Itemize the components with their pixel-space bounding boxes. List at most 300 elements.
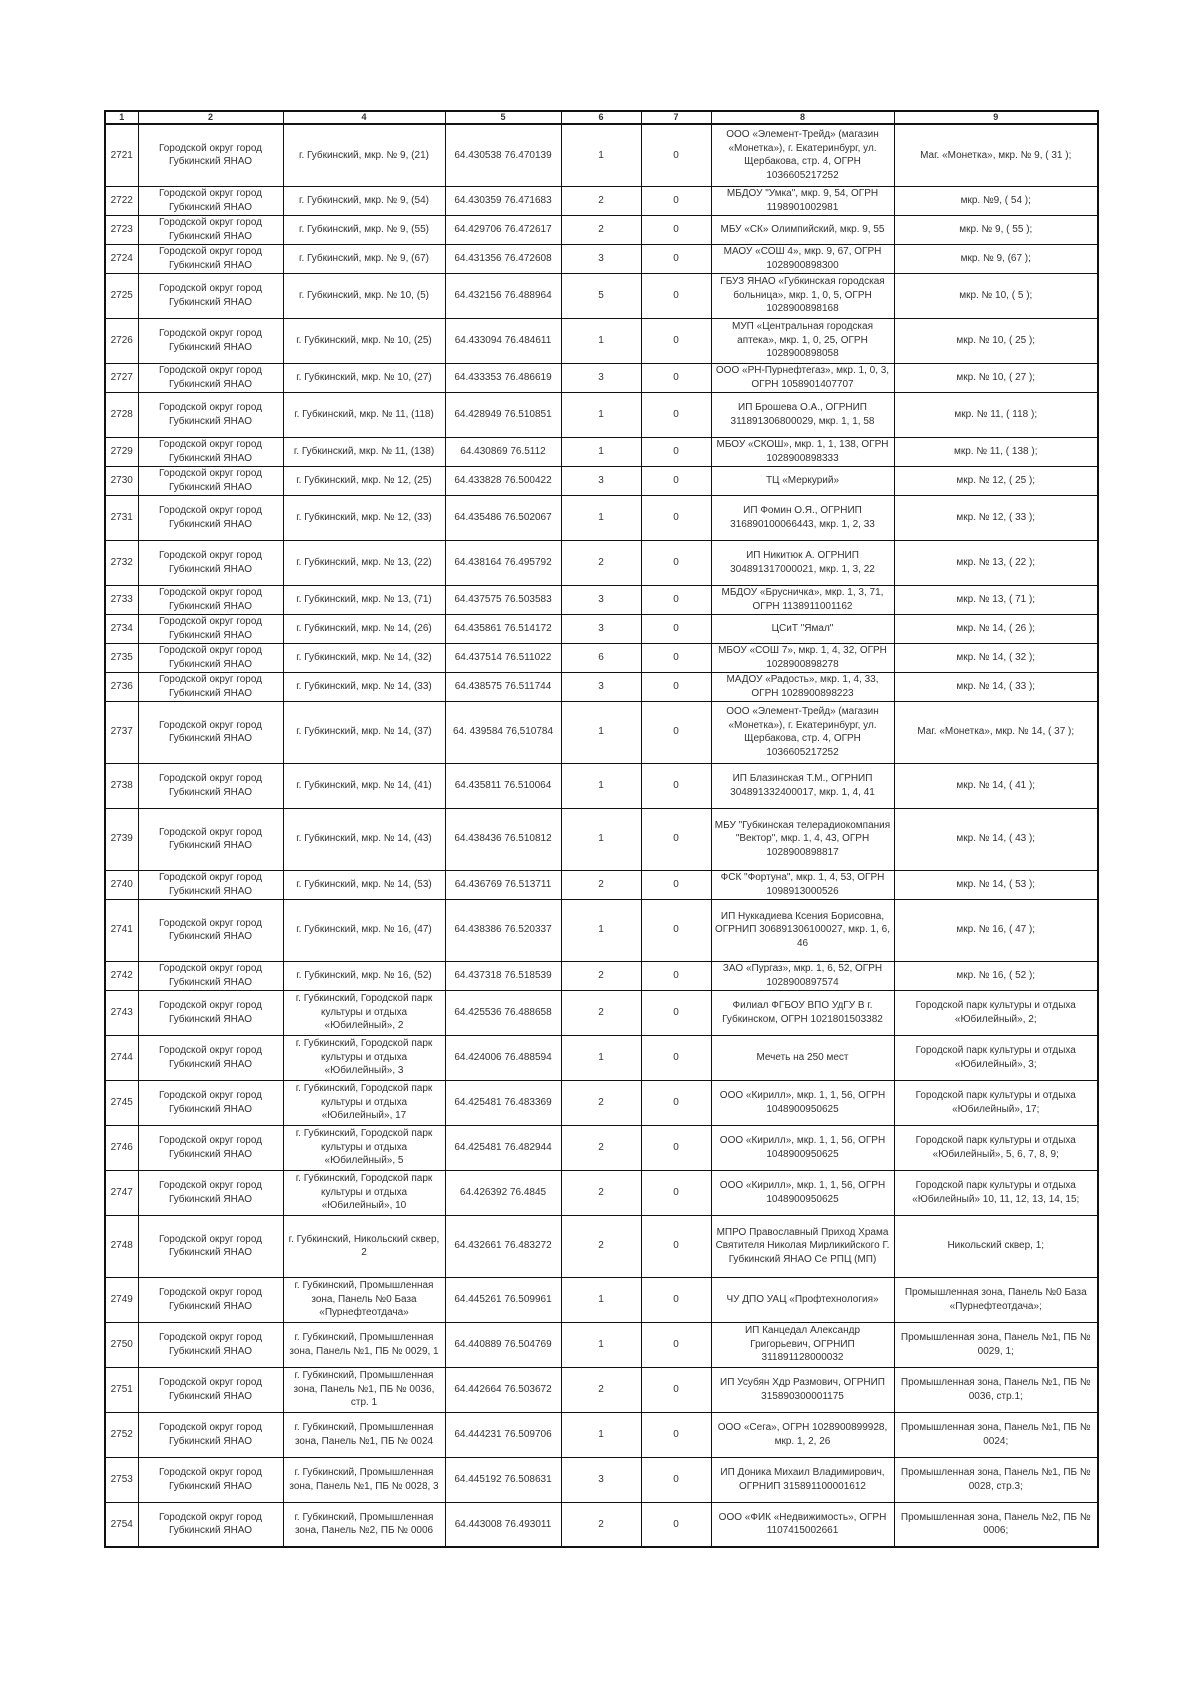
coordinates-cell: 64.431356 76.472608 — [445, 244, 561, 273]
row-number-cell: 2753 — [105, 1457, 138, 1502]
coordinates-cell: 64.436769 76.513711 — [445, 870, 561, 899]
address-cell: г. Губкинский, мкр. № 14, (33) — [283, 672, 445, 701]
table-row — [105, 124, 1098, 186]
coordinates-cell: 64.430538 76.470139 — [445, 124, 561, 186]
row-number-cell: 2739 — [105, 808, 138, 870]
count-6-cell: 2 — [561, 215, 641, 244]
count-6-cell: 1 — [561, 1412, 641, 1457]
count-6-cell: 2 — [561, 540, 641, 585]
municipality-cell: Городской округ город Губкинский ЯНАО — [138, 363, 283, 392]
location-cell: Городской парк культуры и отдыха «Юбилейный», 2; — [894, 990, 1098, 1035]
coordinates-cell: 64.433828 76.500422 — [445, 466, 561, 495]
location-cell: Никольский сквер, 1; — [894, 1215, 1098, 1277]
row-number-cell: 2725 — [105, 273, 138, 318]
organization-cell: МБОУ «СОШ 7», мкр. 1, 4, 32, ОГРН 1028900898278 — [711, 643, 894, 672]
row-number-cell: 2746 — [105, 1125, 138, 1170]
table-row — [105, 701, 1098, 763]
location-cell: мкр. №9, ( 54 ); — [894, 186, 1098, 215]
location-cell: Городской парк культуры и отдыха «Юбилейный», 17; — [894, 1080, 1098, 1125]
municipality-cell: Городской округ город Губкинский ЯНАО — [138, 495, 283, 540]
coordinates-cell: 64.430869 76.5112 — [445, 437, 561, 466]
count-6-cell: 1 — [561, 763, 641, 808]
count-6-cell: 2 — [561, 961, 641, 990]
address-cell: г. Губкинский, мкр. № 9, (55) — [283, 215, 445, 244]
count-6-cell: 2 — [561, 1367, 641, 1412]
organization-cell: ИП Блазинская Т.М., ОГРНИП 304891332400017, мкр. 1, 4, 41 — [711, 763, 894, 808]
count-6-cell: 1 — [561, 1322, 641, 1367]
municipality-cell: Городской округ город Губкинский ЯНАО — [138, 1080, 283, 1125]
coordinates-cell: 64.429706 76.472617 — [445, 215, 561, 244]
row-number-cell: 2728 — [105, 392, 138, 437]
organization-cell: МАДОУ «Радость», мкр. 1, 4, 33, ОГРН 1028900898223 — [711, 672, 894, 701]
row-number-cell: 2742 — [105, 961, 138, 990]
coordinates-cell: 64.425481 76.483369 — [445, 1080, 561, 1125]
organization-cell: ООО «Кирилл», мкр. 1, 1, 56, ОГРН 1048900950625 — [711, 1170, 894, 1215]
address-cell: г. Губкинский, Городской парк культуры и отдыха «Юбилейный», 3 — [283, 1035, 445, 1080]
location-cell: мкр. № 10, ( 5 ); — [894, 273, 1098, 318]
col-header-6: 6 — [561, 111, 641, 124]
count-7-cell: 0 — [641, 899, 711, 961]
municipality-cell: Городской округ город Губкинский ЯНАО — [138, 701, 283, 763]
count-6-cell: 3 — [561, 363, 641, 392]
municipality-cell: Городской округ город Губкинский ЯНАО — [138, 643, 283, 672]
table-row — [105, 614, 1098, 643]
coordinates-cell: 64.426392 76.4845 — [445, 1170, 561, 1215]
municipality-cell: Городской округ город Губкинский ЯНАО — [138, 1035, 283, 1080]
count-7-cell: 0 — [641, 363, 711, 392]
row-number-cell: 2747 — [105, 1170, 138, 1215]
municipality-cell: Городской округ город Губкинский ЯНАО — [138, 392, 283, 437]
document-page — [104, 110, 1097, 1548]
row-number-cell: 2752 — [105, 1412, 138, 1457]
count-7-cell: 0 — [641, 643, 711, 672]
table-row — [105, 990, 1098, 1035]
address-cell: г. Губкинский, мкр. № 12, (25) — [283, 466, 445, 495]
count-6-cell: 1 — [561, 495, 641, 540]
coordinates-cell: 64. 439584 76,510784 — [445, 701, 561, 763]
count-6-cell: 1 — [561, 808, 641, 870]
count-6-cell: 2 — [561, 870, 641, 899]
organization-cell: ГБУЗ ЯНАО «Губкинская городская больница», мкр. 1, 0, 5, ОГРН 1028900898168 — [711, 273, 894, 318]
organization-cell: ООО «РН-Пурнефтегаз», мкр. 1, 0, 3, ОГРН 1058901407707 — [711, 363, 894, 392]
row-number-cell: 2727 — [105, 363, 138, 392]
col-header-4: 4 — [283, 111, 445, 124]
table-row — [105, 186, 1098, 215]
count-7-cell: 0 — [641, 763, 711, 808]
count-7-cell: 0 — [641, 701, 711, 763]
count-7-cell: 0 — [641, 1080, 711, 1125]
row-number-cell: 2754 — [105, 1502, 138, 1547]
location-cell: Промышленная зона, Панель №1, ПБ № 0024; — [894, 1412, 1098, 1457]
row-number-cell: 2729 — [105, 437, 138, 466]
municipality-cell: Городской округ город Губкинский ЯНАО — [138, 1412, 283, 1457]
header-row — [105, 111, 1098, 124]
address-cell: г. Губкинский, мкр. № 14, (53) — [283, 870, 445, 899]
municipality-cell: Городской округ город Губкинский ЯНАО — [138, 540, 283, 585]
row-number-cell: 2738 — [105, 763, 138, 808]
coordinates-cell: 64.430359 76.471683 — [445, 186, 561, 215]
count-6-cell: 1 — [561, 701, 641, 763]
address-cell: г. Губкинский, Промышленная зона, Панель №0 База «Пурнефтеотдача» — [283, 1277, 445, 1322]
municipality-cell: Городской округ город Губкинский ЯНАО — [138, 124, 283, 186]
location-cell: Маг. «Монетка», мкр. № 14, ( 37 ); — [894, 701, 1098, 763]
coordinates-cell: 64.438575 76.511744 — [445, 672, 561, 701]
location-cell: мкр. № 11, ( 138 ); — [894, 437, 1098, 466]
location-cell: мкр. № 12, ( 25 ); — [894, 466, 1098, 495]
count-6-cell: 3 — [561, 614, 641, 643]
count-7-cell: 0 — [641, 961, 711, 990]
row-number-cell: 2748 — [105, 1215, 138, 1277]
location-cell: мкр. № 14, ( 41 ); — [894, 763, 1098, 808]
count-6-cell: 1 — [561, 1035, 641, 1080]
location-cell: Городской парк культуры и отдыха «Юбилейный» 10, 11, 12, 13, 14, 15; — [894, 1170, 1098, 1215]
count-7-cell: 0 — [641, 1277, 711, 1322]
municipality-cell: Городской округ город Губкинский ЯНАО — [138, 1457, 283, 1502]
address-cell: г. Губкинский, Городской парк культуры и отдыха «Юбилейный», 10 — [283, 1170, 445, 1215]
coordinates-cell: 64.445261 76.509961 — [445, 1277, 561, 1322]
coordinates-cell: 64.440889 76.504769 — [445, 1322, 561, 1367]
municipality-cell: Городской округ город Губкинский ЯНАО — [138, 870, 283, 899]
address-cell: г. Губкинский, мкр. № 9, (21) — [283, 124, 445, 186]
count-6-cell: 3 — [561, 244, 641, 273]
coordinates-cell: 64.425536 76.488658 — [445, 990, 561, 1035]
coordinates-cell: 64.438386 76.520337 — [445, 899, 561, 961]
count-7-cell: 0 — [641, 1322, 711, 1367]
coordinates-cell: 64.428949 76.510851 — [445, 392, 561, 437]
organization-cell: ООО «Кирилл», мкр. 1, 1, 56, ОГРН 1048900950625 — [711, 1125, 894, 1170]
data-table — [104, 110, 1099, 1548]
organization-cell: ООО «Элемент-Трейд» (магазин «Монетка»), г. Екатеринбург, ул. Щербакова, стр. 4, ОГРН 1036605217252 — [711, 701, 894, 763]
organization-cell: ООО «Элемент-Трейд» (магазин «Монетка»), г. Екатеринбург, ул. Щербакова, стр. 4, ОГРН 1036605217252 — [711, 124, 894, 186]
count-7-cell: 0 — [641, 1502, 711, 1547]
address-cell: г. Губкинский, Промышленная зона, Панель №1, ПБ № 0024 — [283, 1412, 445, 1457]
organization-cell: ИП Доника Михаил Владимирович, ОГРНИП 315891100001612 — [711, 1457, 894, 1502]
table-row — [105, 1080, 1098, 1125]
location-cell: мкр. № 14, ( 43 ); — [894, 808, 1098, 870]
table-row — [105, 1412, 1098, 1457]
address-cell: г. Губкинский, мкр. № 10, (27) — [283, 363, 445, 392]
organization-cell: ООО «ФИК «Недвижимость», ОГРН 1107415002661 — [711, 1502, 894, 1547]
row-number-cell: 2751 — [105, 1367, 138, 1412]
row-number-cell: 2734 — [105, 614, 138, 643]
col-header-7: 7 — [641, 111, 711, 124]
address-cell: г. Губкинский, мкр. № 14, (41) — [283, 763, 445, 808]
count-7-cell: 0 — [641, 1457, 711, 1502]
municipality-cell: Городской округ город Губкинский ЯНАО — [138, 808, 283, 870]
municipality-cell: Городской округ город Губкинский ЯНАО — [138, 763, 283, 808]
row-number-cell: 2721 — [105, 124, 138, 186]
table-row — [105, 466, 1098, 495]
organization-cell: ЧУ ДПО УАЦ «Профтехнология» — [711, 1277, 894, 1322]
location-cell: Промышленная зона, Панель №1, ПБ № 0028, стр.3; — [894, 1457, 1098, 1502]
table-row — [105, 1367, 1098, 1412]
count-7-cell: 0 — [641, 990, 711, 1035]
address-cell: г. Губкинский, Промышленная зона, Панель №1, ПБ № 0029, 1 — [283, 1322, 445, 1367]
location-cell: мкр. № 9, (67 ); — [894, 244, 1098, 273]
location-cell: мкр. № 16, ( 47 ); — [894, 899, 1098, 961]
count-7-cell: 0 — [641, 672, 711, 701]
municipality-cell: Городской округ город Губкинский ЯНАО — [138, 672, 283, 701]
address-cell: г. Губкинский, мкр. № 16, (52) — [283, 961, 445, 990]
count-7-cell: 0 — [641, 186, 711, 215]
organization-cell: МБОУ «СКОШ», мкр. 1, 1, 138, ОГРН 1028900898333 — [711, 437, 894, 466]
municipality-cell: Городской округ город Губкинский ЯНАО — [138, 1502, 283, 1547]
count-7-cell: 0 — [641, 215, 711, 244]
table-row — [105, 540, 1098, 585]
organization-cell: Филиал ФГБОУ ВПО УдГУ В г. Губкинском, ОГРН 1021801503382 — [711, 990, 894, 1035]
address-cell: г. Губкинский, мкр. № 14, (43) — [283, 808, 445, 870]
organization-cell: МБУ «СК» Олимпийский, мкр. 9, 55 — [711, 215, 894, 244]
row-number-cell: 2735 — [105, 643, 138, 672]
organization-cell: МБДОУ "Умка", мкр. 9, 54, ОГРН 1198901002981 — [711, 186, 894, 215]
municipality-cell: Городской округ город Губкинский ЯНАО — [138, 244, 283, 273]
organization-cell: ИП Канцедал Александр Григорьевич, ОГРНИП 311891128000032 — [711, 1322, 894, 1367]
address-cell: г. Губкинский, мкр. № 10, (5) — [283, 273, 445, 318]
location-cell: Промышленная зона, Панель №0 База «Пурнефтеотдача»; — [894, 1277, 1098, 1322]
organization-cell: ИП Усубян Хдр Размович, ОГРНИП 315890300001175 — [711, 1367, 894, 1412]
count-6-cell: 2 — [561, 990, 641, 1035]
coordinates-cell: 64.433353 76.486619 — [445, 363, 561, 392]
count-6-cell: 3 — [561, 672, 641, 701]
organization-cell: МБУ "Губкинская телерадиокомпания "Вектор", мкр. 1, 4, 43, ОГРН 1028900898817 — [711, 808, 894, 870]
table-row — [105, 392, 1098, 437]
address-cell: г. Губкинский, Промышленная зона, Панель №1, ПБ № 0028, 3 — [283, 1457, 445, 1502]
organization-cell: ТЦ «Меркурий» — [711, 466, 894, 495]
municipality-cell: Городской округ город Губкинский ЯНАО — [138, 273, 283, 318]
count-7-cell: 0 — [641, 466, 711, 495]
count-6-cell: 3 — [561, 585, 641, 614]
table-row — [105, 585, 1098, 614]
coordinates-cell: 64.443008 76.493011 — [445, 1502, 561, 1547]
row-number-cell: 2737 — [105, 701, 138, 763]
coordinates-cell: 64.432156 76.488964 — [445, 273, 561, 318]
coordinates-cell: 64.425481 76.482944 — [445, 1125, 561, 1170]
address-cell: г. Губкинский, мкр. № 9, (54) — [283, 186, 445, 215]
count-7-cell: 0 — [641, 1412, 711, 1457]
location-cell: мкр. № 11, ( 118 ); — [894, 392, 1098, 437]
table-row — [105, 244, 1098, 273]
count-7-cell: 0 — [641, 614, 711, 643]
count-6-cell: 1 — [561, 318, 641, 363]
location-cell: Промышленная зона, Панель №1, ПБ № 0036, стр.1; — [894, 1367, 1098, 1412]
municipality-cell: Городской округ город Губкинский ЯНАО — [138, 1367, 283, 1412]
col-header-5: 5 — [445, 111, 561, 124]
table-row — [105, 1322, 1098, 1367]
coordinates-cell: 64.435861 76.514172 — [445, 614, 561, 643]
row-number-cell: 2741 — [105, 899, 138, 961]
municipality-cell: Городской округ город Губкинский ЯНАО — [138, 186, 283, 215]
row-number-cell: 2740 — [105, 870, 138, 899]
municipality-cell: Городской округ город Губкинский ЯНАО — [138, 585, 283, 614]
count-6-cell: 2 — [561, 1125, 641, 1170]
municipality-cell: Городской округ город Губкинский ЯНАО — [138, 215, 283, 244]
table-row — [105, 1170, 1098, 1215]
count-6-cell: 2 — [561, 186, 641, 215]
location-cell: мкр. № 13, ( 22 ); — [894, 540, 1098, 585]
coordinates-cell: 64.432661 76.483272 — [445, 1215, 561, 1277]
table-row — [105, 318, 1098, 363]
organization-cell: МБДОУ «Брусничка», мкр. 1, 3, 71, ОГРН 1138911001162 — [711, 585, 894, 614]
table-row — [105, 437, 1098, 466]
table-row — [105, 1035, 1098, 1080]
location-cell: мкр. № 10, ( 27 ); — [894, 363, 1098, 392]
table-row — [105, 899, 1098, 961]
count-6-cell: 1 — [561, 437, 641, 466]
row-number-cell: 2726 — [105, 318, 138, 363]
count-7-cell: 0 — [641, 318, 711, 363]
organization-cell: ИП Брошева О.А., ОГРНИП 311891306800029, мкр. 1, 1, 58 — [711, 392, 894, 437]
organization-cell: Мечеть на 250 мест — [711, 1035, 894, 1080]
table-row — [105, 808, 1098, 870]
coordinates-cell: 64.442664 76.503672 — [445, 1367, 561, 1412]
address-cell: г. Губкинский, мкр. № 14, (32) — [283, 643, 445, 672]
municipality-cell: Городской округ город Губкинский ЯНАО — [138, 990, 283, 1035]
municipality-cell: Городской округ город Губкинский ЯНАО — [138, 1125, 283, 1170]
count-6-cell: 2 — [561, 1502, 641, 1547]
count-7-cell: 0 — [641, 437, 711, 466]
table-row — [105, 643, 1098, 672]
municipality-cell: Городской округ город Губкинский ЯНАО — [138, 961, 283, 990]
location-cell: мкр. № 16, ( 52 ); — [894, 961, 1098, 990]
count-7-cell: 0 — [641, 1035, 711, 1080]
location-cell: Городской парк культуры и отдыха «Юбилейный», 5, 6, 7, 8, 9; — [894, 1125, 1098, 1170]
organization-cell: ИП Фомин О.Я., ОГРНИП 316890100066443, мкр. 1, 2, 33 — [711, 495, 894, 540]
count-7-cell: 0 — [641, 244, 711, 273]
row-number-cell: 2744 — [105, 1035, 138, 1080]
count-6-cell: 3 — [561, 1457, 641, 1502]
address-cell: г. Губкинский, Городской парк культуры и отдыха «Юбилейный», 17 — [283, 1080, 445, 1125]
table-body — [105, 124, 1098, 1547]
row-number-cell: 2733 — [105, 585, 138, 614]
coordinates-cell: 64.437318 76.518539 — [445, 961, 561, 990]
address-cell: г. Губкинский, мкр. № 10, (25) — [283, 318, 445, 363]
location-cell: Промышленная зона, Панель №2, ПБ № 0006; — [894, 1502, 1098, 1547]
count-7-cell: 0 — [641, 1125, 711, 1170]
table-row — [105, 215, 1098, 244]
table-row — [105, 1125, 1098, 1170]
coordinates-cell: 64.437575 76.503583 — [445, 585, 561, 614]
municipality-cell: Городской округ город Губкинский ЯНАО — [138, 318, 283, 363]
municipality-cell: Городской округ город Губкинский ЯНАО — [138, 1170, 283, 1215]
organization-cell: ИП Никитюк А. ОГРНИП 304891317000021, мкр. 1, 3, 22 — [711, 540, 894, 585]
location-cell: мкр. № 10, ( 25 ); — [894, 318, 1098, 363]
address-cell: г. Губкинский, Городской парк культуры и отдыха «Юбилейный», 2 — [283, 990, 445, 1035]
count-7-cell: 0 — [641, 870, 711, 899]
table-row — [105, 363, 1098, 392]
address-cell: г. Губкинский, Никольский сквер, 2 — [283, 1215, 445, 1277]
address-cell: г. Губкинский, мкр. № 14, (26) — [283, 614, 445, 643]
count-7-cell: 0 — [641, 1170, 711, 1215]
count-7-cell: 0 — [641, 1215, 711, 1277]
row-number-cell: 2731 — [105, 495, 138, 540]
coordinates-cell: 64.444231 76.509706 — [445, 1412, 561, 1457]
table-row — [105, 1457, 1098, 1502]
col-header-8: 8 — [711, 111, 894, 124]
organization-cell: ФСК "Фортуна", мкр. 1, 4, 53, ОГРН 1098913000526 — [711, 870, 894, 899]
row-number-cell: 2749 — [105, 1277, 138, 1322]
address-cell: г. Губкинский, мкр. № 16, (47) — [283, 899, 445, 961]
count-6-cell: 1 — [561, 1277, 641, 1322]
row-number-cell: 2723 — [105, 215, 138, 244]
organization-cell: МАОУ «СОШ 4», мкр. 9, 67, ОГРН 1028900898300 — [711, 244, 894, 273]
count-7-cell: 0 — [641, 540, 711, 585]
coordinates-cell: 64.437514 76.511022 — [445, 643, 561, 672]
coordinates-cell: 64.424006 76.488594 — [445, 1035, 561, 1080]
address-cell: г. Губкинский, Городской парк культуры и отдыха «Юбилейный», 5 — [283, 1125, 445, 1170]
count-6-cell: 2 — [561, 1215, 641, 1277]
count-6-cell: 1 — [561, 124, 641, 186]
row-number-cell: 2732 — [105, 540, 138, 585]
row-number-cell: 2722 — [105, 186, 138, 215]
count-7-cell: 0 — [641, 808, 711, 870]
coordinates-cell: 64.435486 76.502067 — [445, 495, 561, 540]
count-6-cell: 2 — [561, 1170, 641, 1215]
row-number-cell: 2750 — [105, 1322, 138, 1367]
address-cell: г. Губкинский, мкр. № 9, (67) — [283, 244, 445, 273]
count-7-cell: 0 — [641, 273, 711, 318]
coordinates-cell: 64.445192 76.508631 — [445, 1457, 561, 1502]
table-row — [105, 870, 1098, 899]
location-cell: мкр. № 9, ( 55 ); — [894, 215, 1098, 244]
address-cell: г. Губкинский, мкр. № 13, (22) — [283, 540, 445, 585]
count-6-cell: 6 — [561, 643, 641, 672]
address-cell: г. Губкинский, Промышленная зона, Панель №2, ПБ № 0006 — [283, 1502, 445, 1547]
organization-cell: ООО «Сега», ОГРН 1028900899928, мкр. 1, 2, 26 — [711, 1412, 894, 1457]
organization-cell: МУП «Центральная городская аптека», мкр. 1, 0, 25, ОГРН 1028900898058 — [711, 318, 894, 363]
table-row — [105, 961, 1098, 990]
location-cell: мкр. № 14, ( 33 ); — [894, 672, 1098, 701]
address-cell: г. Губкинский, мкр. № 14, (37) — [283, 701, 445, 763]
organization-cell: ЗАО «Пургаз», мкр. 1, 6, 52, ОГРН 1028900897574 — [711, 961, 894, 990]
location-cell: мкр. № 14, ( 53 ); — [894, 870, 1098, 899]
row-number-cell: 2724 — [105, 244, 138, 273]
count-7-cell: 0 — [641, 1367, 711, 1412]
coordinates-cell: 64.438164 76.495792 — [445, 540, 561, 585]
table-row — [105, 1277, 1098, 1322]
location-cell: мкр. № 14, ( 26 ); — [894, 614, 1098, 643]
coordinates-cell: 64.435811 76.510064 — [445, 763, 561, 808]
col-header-2: 2 — [138, 111, 283, 124]
location-cell: Промышленная зона, Панель №1, ПБ № 0029, 1; — [894, 1322, 1098, 1367]
address-cell: г. Губкинский, мкр. № 12, (33) — [283, 495, 445, 540]
table-row — [105, 1502, 1098, 1547]
location-cell: мкр. № 14, ( 32 ); — [894, 643, 1098, 672]
municipality-cell: Городской округ город Губкинский ЯНАО — [138, 899, 283, 961]
count-6-cell: 5 — [561, 273, 641, 318]
address-cell: г. Губкинский, мкр. № 11, (138) — [283, 437, 445, 466]
table-row — [105, 763, 1098, 808]
table-row — [105, 1215, 1098, 1277]
municipality-cell: Городской округ город Губкинский ЯНАО — [138, 1322, 283, 1367]
count-7-cell: 0 — [641, 585, 711, 614]
address-cell: г. Губкинский, мкр. № 13, (71) — [283, 585, 445, 614]
table-row — [105, 672, 1098, 701]
organization-cell: ЦСиТ "Ямал" — [711, 614, 894, 643]
count-7-cell: 0 — [641, 124, 711, 186]
count-6-cell: 3 — [561, 466, 641, 495]
count-6-cell: 1 — [561, 392, 641, 437]
count-6-cell: 2 — [561, 1080, 641, 1125]
municipality-cell: Городской округ город Губкинский ЯНАО — [138, 1215, 283, 1277]
table-row — [105, 495, 1098, 540]
row-number-cell: 2743 — [105, 990, 138, 1035]
count-7-cell: 0 — [641, 495, 711, 540]
address-cell: г. Губкинский, мкр. № 11, (118) — [283, 392, 445, 437]
organization-cell: ООО «Кирилл», мкр. 1, 1, 56, ОГРН 1048900950625 — [711, 1080, 894, 1125]
address-cell: г. Губкинский, Промышленная зона, Панель №1, ПБ № 0036, стр. 1 — [283, 1367, 445, 1412]
location-cell: Городской парк культуры и отдыха «Юбилейный», 3; — [894, 1035, 1098, 1080]
table-row — [105, 273, 1098, 318]
